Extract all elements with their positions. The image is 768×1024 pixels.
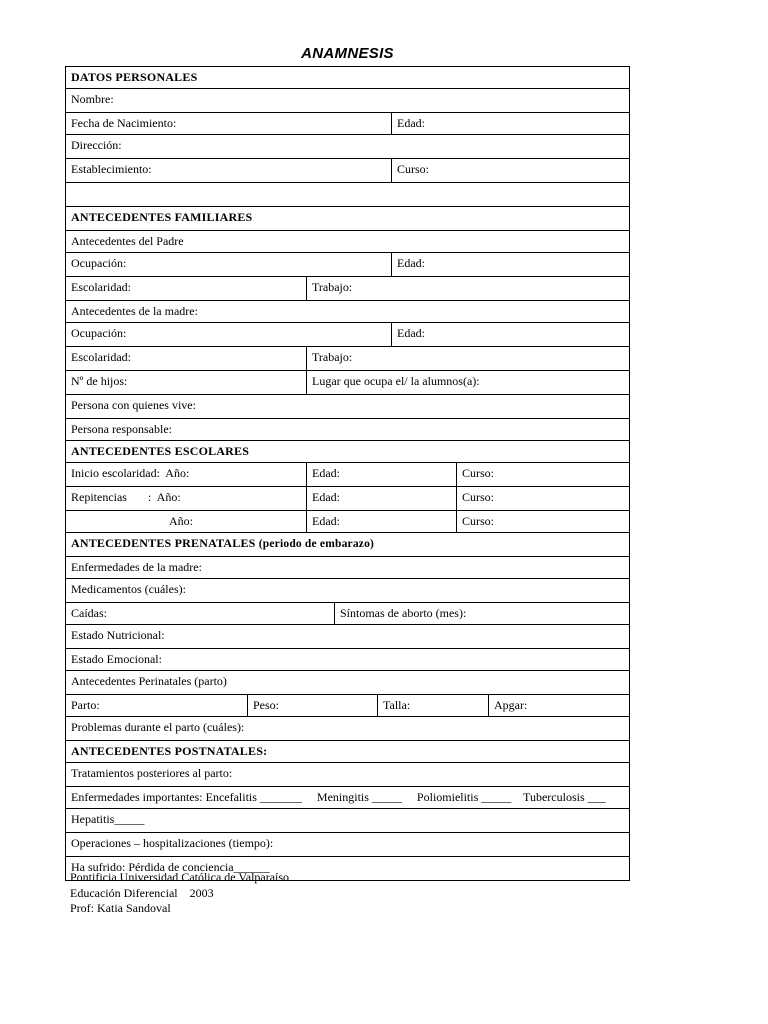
form-row [65,649,630,671]
section-title [66,533,629,556]
perdida-conciencia-field[interactable]: Ha sufrido: Pérdida de conciencia______ [71,860,270,874]
form-title: ANAMNESIS [301,45,394,62]
form-row [65,253,630,277]
form-row [65,763,630,787]
sintomas-aborto-field[interactable]: Síntomas de aborto (mes): [334,603,629,624]
form-row [65,231,630,253]
form-row [65,323,630,347]
edad-madre-field[interactable]: Edad: [391,323,629,346]
inicio-curso-field[interactable]: Curso: [456,463,629,486]
footer-university: Pontificia Universidad Católica de Valparaíso [70,870,290,884]
nombre-field[interactable]: Nombre: [71,92,114,106]
repitencias-curso-field[interactable]: Curso: [456,487,629,510]
footer-department: Educación Diferencial 2003 [70,885,214,900]
form-row [65,277,630,301]
direccion-field[interactable]: Dirección: [71,138,122,152]
form-row [65,787,630,809]
footer-professor: Prof: Katia Sandoval [70,901,171,915]
anamnesis-form [65,66,630,881]
form-row [65,419,630,441]
form-row [65,371,630,395]
repitencias-edad-2-field[interactable]: Edad: [306,511,456,532]
form-row [65,511,630,533]
estado-emocional-field[interactable]: Estado Emocional: [71,652,162,666]
repitencias-field[interactable]: Repitencias : Año: [71,490,181,504]
form-row [65,603,630,625]
tratamientos-field[interactable]: Tratamientos posteriores al parto: [71,766,233,780]
form-row [65,347,630,371]
estado-nutricional-field[interactable]: Estado Nutricional: [71,628,165,642]
section-header-postnatal [65,741,630,763]
form-row [65,833,630,857]
antecedentes-padre-label: Antecedentes del Padre [71,234,184,248]
antecedentes-perinatales-label: Antecedentes Perinatales (parto) [71,674,227,688]
ocupacion-madre-field[interactable]: Ocupación: [71,326,127,340]
section-header-familiar [65,207,630,231]
section-header-escolar [65,441,630,463]
ocupacion-padre-field[interactable]: Ocupación: [71,256,127,270]
inicio-edad-field[interactable]: Edad: [306,463,456,486]
form-row [65,463,630,487]
persona-vive-field[interactable]: Persona con quienes vive: [71,398,196,412]
form-row [65,89,630,113]
edad-padre-field[interactable]: Edad: [391,253,629,276]
form-row [65,395,630,419]
form-row [65,113,630,135]
escolaridad-madre-field[interactable]: Escolaridad: [71,350,131,364]
section-title-note: (periodo de embarazo) [258,538,375,550]
form-row [65,579,630,603]
fecha-nacimiento-field[interactable]: Fecha de Nacimiento: [71,116,177,130]
blank-row [65,183,630,207]
edad-field[interactable]: Edad: [391,113,629,134]
lugar-ocupa-field[interactable]: Lugar que ocupa el/ la alumnos(a): [306,371,629,394]
section-title-text: ANTECEDENTES PRENATALES [71,536,256,550]
section-title: ANTECEDENTES POSTNATALES: [71,744,268,758]
section-title: ANTECEDENTES FAMILIARES [71,210,253,224]
medicamentos-field[interactable]: Medicamentos (cuáles): [71,582,186,596]
form-row [65,301,630,323]
antecedentes-madre-label: Antecedentes de la madre: [71,304,198,318]
section-title: ANTECEDENTES ESCOLARES [71,444,250,458]
talla-field[interactable]: Talla: [377,695,488,716]
footer [70,870,289,917]
form-row [65,557,630,579]
enfermedades-importantes-field[interactable]: Enfermedades importantes: Encefalitis _______ Meningitis _____ Poliomielitis _____ Tuberculosis ___ [71,790,606,804]
trabajo-madre-field[interactable]: Trabajo: [306,347,629,370]
numero-hijos-field[interactable]: Nº de hijos: [71,374,128,388]
form-row [65,717,630,741]
hepatitis-field[interactable]: Hepatitis_____ [71,812,145,826]
repitencias-curso-2-field[interactable]: Curso: [456,511,629,532]
section-title: DATOS PERSONALES [71,70,198,84]
repitencias-anio-field[interactable]: Año: [169,514,193,528]
parto-field[interactable]: Parto: [71,698,100,712]
form-row [65,159,630,183]
repitencias-edad-field[interactable]: Edad: [306,487,456,510]
trabajo-padre-field[interactable]: Trabajo: [306,277,629,300]
apgar-field[interactable]: Apgar: [488,695,629,716]
escolaridad-padre-field[interactable]: Escolaridad: [71,280,131,294]
form-row [65,695,630,717]
section-header-prenatal [65,533,630,557]
establecimiento-field[interactable]: Establecimiento: [71,162,152,176]
problemas-parto-field[interactable]: Problemas durante el parto (cuáles): [71,720,245,734]
form-row [65,135,630,159]
form-row [65,671,630,695]
enfermedades-madre-field[interactable]: Enfermedades de la madre: [71,560,202,574]
section-header-personal [65,67,630,89]
form-row [65,487,630,511]
inicio-escolaridad-field[interactable]: Inicio escolaridad: Año: [71,466,190,480]
form-row [65,809,630,833]
caidas-field[interactable]: Caídas: [71,606,107,620]
peso-field[interactable]: Peso: [247,695,377,716]
operaciones-field[interactable]: Operaciones – hospitalizaciones (tiempo): [71,836,274,850]
persona-responsable-field[interactable]: Persona responsable: [71,422,172,436]
curso-field[interactable]: Curso: [391,159,629,182]
form-row [65,625,630,649]
